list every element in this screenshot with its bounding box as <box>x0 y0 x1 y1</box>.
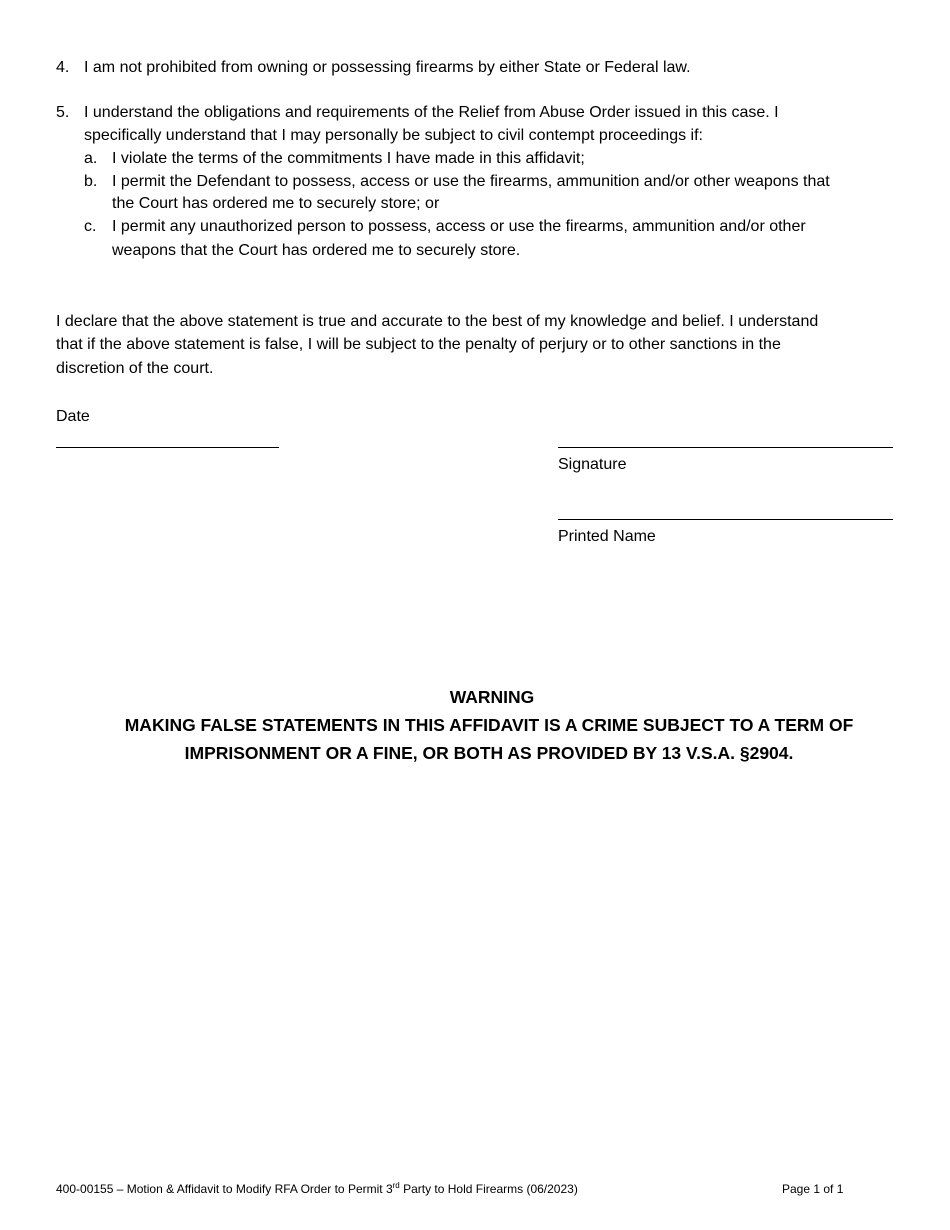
warning-line-2: IMPRISONMENT OR A FINE, OR BOTH AS PROVIDED BY 13 V.S.A. §2904. <box>184 743 794 763</box>
item-4-number: 4. <box>56 59 70 76</box>
item-5c-line-2: weapons that the Court has ordered me to securely store. <box>112 242 521 259</box>
item-5-line-2: specifically understand that I may personally be subject to civil contempt proceedings if: <box>84 127 703 144</box>
item-5b-line-2: the Court has ordered me to securely store; or <box>112 195 440 212</box>
page-number: Page 1 of 1 <box>782 1182 844 1196</box>
printed-name-line[interactable] <box>558 519 893 520</box>
item-5c-letter: c. <box>84 218 97 235</box>
declaration-line-3: discretion of the court. <box>56 360 214 377</box>
form-id-prefix: 400-00155 – Motion & Affidavit to Modify RFA Order to Permit 3 <box>56 1182 393 1196</box>
item-5a-text: I violate the terms of the commitments I have made in this affidavit; <box>112 150 585 167</box>
warning-line-1: MAKING FALSE STATEMENTS IN THIS AFFIDAVIT IS A CRIME SUBJECT TO A TERM OF <box>124 715 854 735</box>
item-5b-line-1: I permit the Defendant to possess, access or use the firearms, ammunition and/or other weapons that <box>112 173 830 190</box>
item-5c-line-1: I permit any unauthorized person to possess, access or use the firearms, ammunition and/or other <box>112 218 806 235</box>
item-5-line-1: I understand the obligations and requirements of the Relief from Abuse Order issued in this case. I <box>84 104 779 121</box>
form-id-suffix: Party to Hold Firearms (06/2023) <box>399 1182 578 1196</box>
item-5-number: 5. <box>56 104 70 121</box>
warning-title: WARNING <box>449 687 535 707</box>
item-5a-letter: a. <box>84 150 98 167</box>
signature-label: Signature <box>558 456 627 473</box>
signature-line[interactable] <box>558 447 893 448</box>
date-line[interactable] <box>56 447 279 448</box>
date-label: Date <box>56 408 90 425</box>
form-id-sup: rd <box>392 1181 400 1190</box>
item-5b-letter: b. <box>84 173 98 190</box>
declaration-line-2: that if the above statement is false, I will be subject to the penalty of perjury or to other sanctions in the <box>56 336 781 353</box>
printed-name-label: Printed Name <box>558 528 656 545</box>
form-id <box>56 1181 578 1197</box>
item-4-text: I am not prohibited from owning or possessing firearms by either State or Federal law. <box>84 59 691 76</box>
declaration-line-1: I declare that the above statement is true and accurate to the best of my knowledge and belief. I understand <box>56 313 819 330</box>
